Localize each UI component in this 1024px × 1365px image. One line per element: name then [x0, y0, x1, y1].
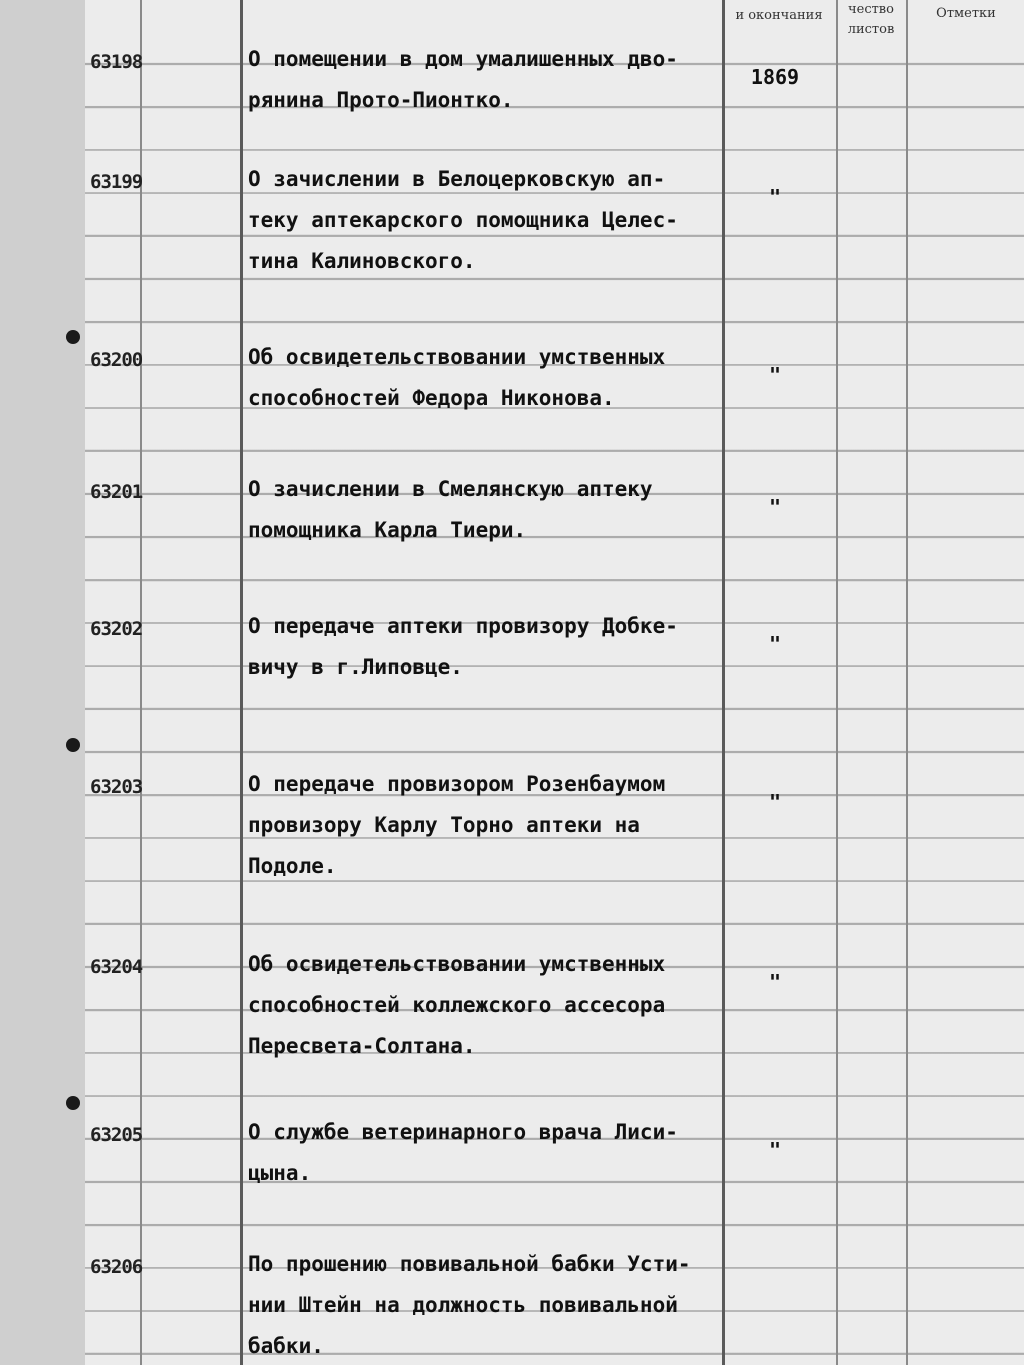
entry-title: [248, 337, 728, 419]
entry-title-line: тина Калиновского.: [248, 249, 476, 273]
entry-title: [248, 159, 728, 282]
entry-title-line: О зачислении в Белоцерковскую ап-: [248, 167, 666, 191]
entry-title-line: Об освидетельствовании умственных: [248, 345, 666, 369]
entry-date: ": [768, 1138, 782, 1162]
entry-date: ": [768, 185, 782, 209]
entry-number: 63203: [90, 776, 143, 798]
entry-title-line: Пересвета-Солтана.: [248, 1034, 476, 1058]
entry-date: ": [768, 790, 782, 814]
book-binding-edge: [0, 0, 85, 1365]
entry-title: [248, 1112, 728, 1194]
entry-title-line: способностей коллежского ассесора: [248, 993, 666, 1017]
header-date-end: и окончания: [735, 8, 823, 23]
entry-title-line: Подоле.: [248, 854, 337, 878]
entry-title-line: цына.: [248, 1161, 312, 1185]
entry-date: ": [768, 970, 782, 994]
entry-number: 63200: [90, 349, 143, 371]
entry-title-line: нии Штейн на должность повивальной: [248, 1293, 678, 1317]
entry-title-line: О передаче провизором Розенбаумом: [248, 772, 666, 796]
entry-number: 63198: [90, 51, 143, 73]
entry-title-line: рянина Прото-Пионтко.: [248, 88, 514, 112]
entry-title-line: О зачислении в Смелянскую аптеку: [248, 477, 653, 501]
entry-number: 63202: [90, 618, 143, 640]
header-sheets-count: чество листов: [847, 2, 895, 37]
binder-hole: [66, 330, 80, 344]
entry-title-line: О службе ветеринарного врача Лиси-: [248, 1120, 678, 1144]
entry-title: [248, 764, 728, 887]
entry-number: 63205: [90, 1124, 143, 1146]
entry-number: 63204: [90, 956, 143, 978]
entry-number: 63201: [90, 481, 143, 503]
column-divider-notes: [906, 0, 908, 1365]
entry-title: [248, 1244, 728, 1365]
entry-title-line: бабки.: [248, 1334, 324, 1358]
binder-hole: [66, 738, 80, 752]
entry-number: 63199: [90, 171, 143, 193]
entry-title-line: О помещении в дом умалишенных дво-: [248, 47, 678, 71]
entry-title: [248, 469, 728, 551]
entry-title: [248, 606, 728, 688]
column-divider-sheets: [836, 0, 838, 1365]
entry-date: ": [768, 363, 782, 387]
entry-title: [248, 944, 728, 1067]
entry-date: ": [768, 495, 782, 519]
header-notes: Отметки: [936, 6, 996, 21]
column-divider-number: [140, 0, 142, 1365]
entry-number: 63206: [90, 1256, 143, 1278]
entry-title-line: провизору Карлу Торно аптеки на: [248, 813, 640, 837]
entry-title-line: О передаче аптеки провизору Добке-: [248, 614, 678, 638]
entry-title-line: вичу в г.Липовце.: [248, 655, 463, 679]
column-divider-title: [240, 0, 243, 1365]
entry-title-line: Об освидетельствовании умственных: [248, 952, 666, 976]
entry-title: [248, 39, 728, 121]
binder-hole: [66, 1096, 80, 1110]
entry-date: 1869: [750, 65, 800, 89]
entry-title-line: теку аптекарского помощника Целес-: [248, 208, 678, 232]
entry-title-line: помощника Карла Тиери.: [248, 518, 527, 542]
entry-title-line: способностей Федора Никонова.: [248, 386, 615, 410]
entry-date: ": [768, 632, 782, 656]
entry-title-line: По прошению повивальной бабки Усти-: [248, 1252, 691, 1276]
